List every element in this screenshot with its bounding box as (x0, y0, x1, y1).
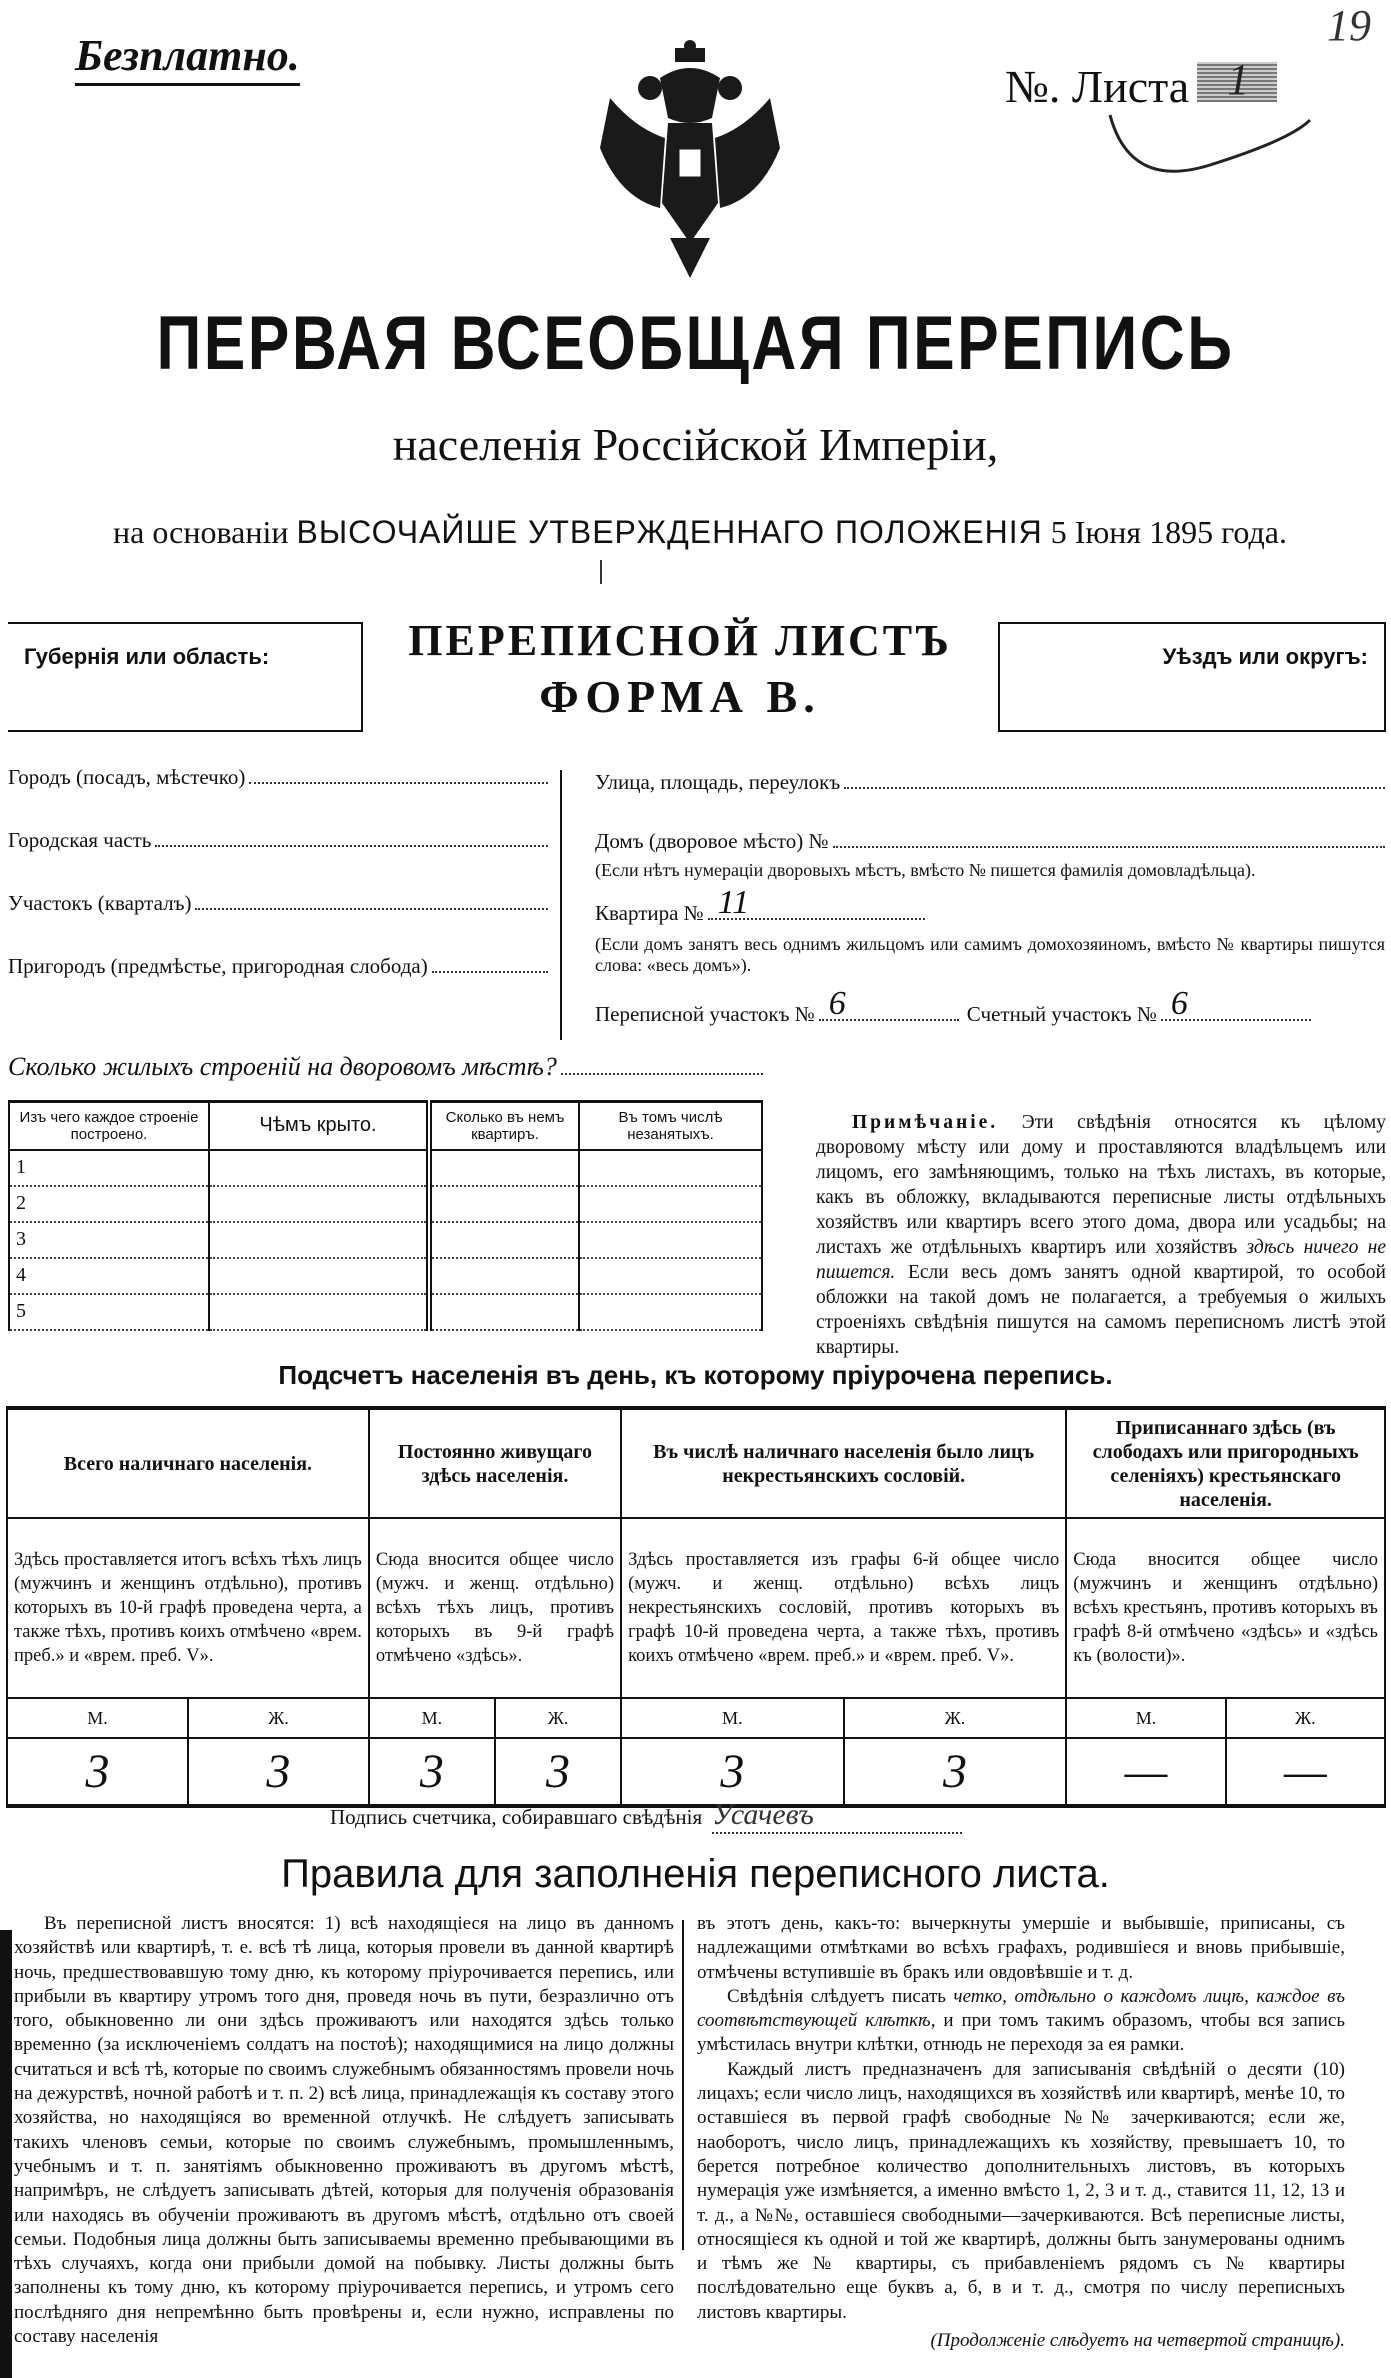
street-field[interactable] (595, 770, 1385, 795)
district-label: Уѣздъ или округъ: (1162, 644, 1368, 669)
address-left (8, 765, 548, 979)
cell[interactable] (429, 1150, 579, 1186)
dotted-line (155, 845, 548, 847)
divider (600, 560, 602, 584)
rules-paragraph: въ этотъ день, какъ-то: вычеркнуты умершіе и выбывшіе, приписаны, съ надлежащими отмѣтками во всѣхъ графахъ, родившіеся и вновь прибывшіе, отмѣчены вступившіе въ бракъ или овдовѣвшіе и т. д. (697, 1913, 1345, 1983)
legal-basis (40, 514, 1360, 551)
buildings-question-label: Сколько жилыхъ строеній на дворовомъ мѣстѣ? (8, 1052, 557, 1081)
scan-edge (0, 1930, 12, 2378)
precinct-label: Участокъ (кварталъ) (8, 891, 192, 915)
column-header: Всего наличнаго населенія. (7, 1408, 369, 1518)
note-paragraph (816, 1110, 1386, 1360)
form-type: ФОРМА В. (539, 671, 821, 722)
city-part-field[interactable] (8, 828, 548, 853)
cell[interactable] (209, 1258, 429, 1294)
buildings-table (8, 1100, 763, 1331)
male-label: М. (369, 1698, 495, 1738)
column-header: Чѣмъ крыто. (209, 1102, 429, 1150)
district-field[interactable] (998, 622, 1386, 732)
divider (682, 1920, 684, 2250)
census-section-value: 6 (828, 985, 846, 1022)
female-label: Ж. (844, 1698, 1067, 1738)
buildings-question-field[interactable] (561, 1073, 763, 1075)
province-field[interactable] (8, 622, 363, 732)
signature-value[interactable]: Усачевъ (712, 1798, 962, 1834)
census-count-title: Подсчетъ населенія въ день, къ которому пріурочена перепись. (278, 1360, 1113, 1390)
sheet-number-label: №. Листа (1005, 61, 1190, 112)
column-header: Постоянно живущаго здѣсь населенія. (369, 1408, 621, 1518)
buildings-question (8, 1052, 763, 1082)
cell[interactable] (429, 1258, 579, 1294)
sheet-number-value: 1 (1227, 55, 1250, 104)
city-label: Городъ (посадъ, мѣстечко) (8, 765, 246, 789)
note-text: Эти свѣдѣнія относятся къ цѣлому дворовому мѣсту или дому и проставляются владѣльцемъ или лицомъ, его замѣняющимъ, только на тѣхъ листахъ, въ которые, какъ въ обложку, вкладываются переписные листы отдѣльныхъ хозяйствъ или квартиръ всего этого дома, двора или усадьбы; на листахъ же отдѣльныхъ квартиръ или хозяйствъ (816, 1112, 1386, 1258)
rules-italic: четко, отдѣльно о каждомъ лицѣ, каждое въ соотвѣтствующей клѣткѣ, (697, 1985, 1345, 2032)
rules-paragraph (697, 1985, 1345, 2058)
count-section-field[interactable] (1161, 985, 1311, 1022)
female-label: Ж. (1226, 1698, 1385, 1738)
cell[interactable] (579, 1258, 762, 1294)
row-number: 1 (9, 1150, 209, 1186)
rules-right-column (697, 1912, 1345, 2353)
apartment-note: (Если домъ занятъ весь однимъ жильцомъ или самимъ домохозяиномъ, вмѣсто № квартиры пишутся слова: «весь домъ»). (595, 934, 1385, 975)
form-heading (380, 615, 980, 723)
basis-caps: ВЫСОЧАЙШЕ УТВЕРЖДЕННАГО ПОЛОЖЕНІЯ (296, 514, 1043, 550)
non-peasant-female[interactable]: 3 (844, 1738, 1067, 1806)
cell[interactable] (429, 1294, 579, 1330)
table-row (9, 1186, 762, 1222)
house-note: (Если нѣтъ нумераціи дворовыхъ мѣстъ, вмѣсто № пишется фамилія домовладѣльца). (595, 860, 1256, 880)
male-label: М. (7, 1698, 188, 1738)
city-part-label: Городская часть (8, 828, 152, 852)
cell[interactable] (209, 1222, 429, 1258)
column-description: Здѣсь проставляется итогъ всѣхъ тѣхъ лицъ (мужчинъ и женщинъ отдѣльно), противъ которыхъ въ 10-й графѣ проведена черта, а также тѣхъ, противъ коихъ отмѣчено «врем. преб.» и «врем. преб. V». (7, 1518, 369, 1698)
column-header: Въ числѣ наличнаго населенія было лицъ некрестьянскихъ сословій. (621, 1408, 1066, 1518)
rules-title: Правила для заполненія переписного листа. (281, 1852, 1110, 1896)
dotted-line (833, 846, 1385, 848)
total-present-male[interactable]: 3 (7, 1738, 188, 1806)
column-header: Въ томъ числѣ незанятыхъ. (579, 1102, 762, 1150)
dotted-line (432, 971, 548, 973)
row-number: 3 (9, 1222, 209, 1258)
column-header: Приписаннаго здѣсь (въ слободахъ или пригородныхъ селеніяхъ) крестьянскаго населенія. (1066, 1408, 1385, 1518)
dotted-line (249, 782, 548, 784)
total-present-female[interactable]: 3 (188, 1738, 369, 1806)
dotted-line (844, 787, 1385, 789)
count-section-label: Счетный участокъ № (966, 1002, 1157, 1026)
peasant-male[interactable]: — (1066, 1738, 1225, 1806)
column-header: Сколько въ немъ квартиръ. (429, 1102, 579, 1150)
page-title: ПЕРВАЯ ВСЕОБЩАЯ ПЕРЕПИСЬ (156, 301, 1235, 386)
rules-left-column (14, 1912, 674, 2349)
census-section-field[interactable] (819, 985, 959, 1022)
table-row (9, 1150, 762, 1186)
rules-paragraph: Въ переписной листъ вносятся: 1) всѣ находящіеся на лицо въ данномъ хозяйствѣ или квартирѣ, т. е. всѣ тѣ лица, которыя провели въ данной квартирѣ ночь, предшествовавшую тому дню, къ которому пріурочивается перепись, или прибыли въ квартиру утромъ того дня, проведя ночь въ пути, безразлично отъ того, обыкновенно ли они здѣсь проживаютъ или находятся здѣсь только временно (за исключеніемъ солдатъ на постоѣ); находящимися на лицо должны считаться и всѣ тѣ, которые по своимъ служебнымъ обязанностямъ провели ночь на дежурствѣ, ночной работѣ и т. п. 2) всѣ лица, принадлежащія къ составу этого хозяйства, но находящіяся во временной отлучкѣ. Не слѣдуетъ записывать такихъ членовъ семьи, которые по своимъ служебнымъ, промышленнымъ, учебнымъ и т. п. занятіямъ обыкновенно проживаютъ въ другомъ мѣстѣ, напримѣръ, не слѣдуетъ записывать дѣтей, которыя для полученія образованія или находясь въ обученіи проживаютъ въ другомъ мѣстѣ, отдѣльно отъ своей семьи. Подобныя лица должны быть записываемы временно пребывающими въ тѣхъ случаяхъ, когда они прибыли домой на побывку. Листы должны быть заполнены къ тому дню, къ которому пріурочивается перепись, и утромъ сего послѣдняго дня непремѣнно быть провѣрены и, если нужно, исправлены по составу населенія (14, 1913, 674, 2348)
city-field[interactable] (8, 765, 548, 790)
house-field[interactable] (595, 829, 1385, 854)
enumerator-signature (330, 1798, 962, 1834)
suburb-label: Пригородъ (предмѣстье, пригородная слобода) (8, 954, 428, 978)
rules-text: Свѣдѣнія слѣдуетъ писать (727, 1985, 946, 2007)
divider (560, 770, 562, 1040)
basis-suffix: 5 Іюня 1895 года. (1050, 514, 1287, 550)
row-number: 4 (9, 1258, 209, 1294)
peasant-female[interactable]: — (1226, 1738, 1385, 1806)
count-section-value: 6 (1170, 985, 1188, 1022)
cell[interactable] (579, 1186, 762, 1222)
cell[interactable] (209, 1186, 429, 1222)
table-row (9, 1222, 762, 1258)
signature-label: Подпись счетчика, собиравшаго свѣдѣнія (330, 1805, 703, 1829)
cell[interactable] (579, 1150, 762, 1186)
street-label: Улица, площадь, переулокъ (595, 770, 841, 794)
note-label: Примѣчаніе. (852, 1112, 999, 1133)
suburb-field[interactable] (8, 954, 548, 979)
double-headed-eagle-icon (590, 38, 790, 288)
note-italic: здѣсь ничего не пишется. (816, 1237, 1387, 1283)
cell[interactable] (209, 1294, 429, 1330)
address-right (595, 770, 1385, 1027)
note-text-2: Если весь домъ занятъ одной квартирой, то особой обложки на такой домъ не полагается, а требуемыя о жилыхъ строеніяхъ свѣдѣнія пишутся на самомъ переписномъ листѣ этой квартиры. (816, 1262, 1386, 1358)
cell[interactable] (579, 1294, 762, 1330)
apartment-value: 11 (717, 884, 750, 921)
row-number: 5 (9, 1294, 209, 1330)
row-number: 2 (9, 1186, 209, 1222)
province-label: Губернія или область: (24, 644, 270, 669)
table-row (9, 1294, 762, 1330)
form-title: ПЕРЕПИСНОЙ ЛИСТЪ (408, 616, 952, 665)
census-section-label: Переписной участокъ № (595, 1002, 815, 1026)
permanent-male[interactable]: 3 (369, 1738, 495, 1806)
free-of-charge-label: Безплатно. (75, 30, 300, 86)
precinct-field[interactable] (8, 891, 548, 916)
column-description: Сюда вносится общее число (мужчинъ и женщинъ отдѣльно) всѣхъ крестьянъ, противъ которыхъ въ графѣ 8-й отмѣчено «здѣсь» и «здѣсь къ (волости)». (1066, 1518, 1385, 1698)
house-label: Домъ (дворовое мѣсто) № (595, 829, 829, 853)
rules-paragraph: Каждый листъ предназначенъ для записыванія свѣдѣній о десяти (10) лицахъ; если число лицъ, находящихся въ хозяйствѣ или квартирѣ, менѣе 10, то оставшіеся въ первой графѣ свободные №№ зачеркиваются; если же, наоборотъ, число лицъ, принадлежащихъ къ хозяйству, превышаетъ 10, то берется потребное количество дополнительныхъ листовъ, въ которыхъ нумерація уже измѣняется, а именно вмѣсто 1, 2, 3 и т. д., ставится 11, 12, 13 и т. д., а №№, оставшіеся свободными—зачеркиваются. Всѣ переписные листы, относящіеся къ одной и той же квартирѣ, должны быть занумерованы однимъ и тѣмъ же № квартиры, съ прибавленіемъ рядомъ съ № квартиры послѣдовательно еще буквъ а, б, в и т. д., смотря по числу переписныхъ листовъ квартиры. (697, 2058, 1345, 2323)
male-label: М. (1066, 1698, 1225, 1738)
column-description: Здѣсь проставляется изъ графы 6-й общее число (мужч. и женщ. отдѣльно) всѣхъ лицъ некрестьянскихъ сословій, противъ которыхъ въ графѣ 10-й проведена черта, а также тѣхъ, противъ коихъ отмѣчено «врем. преб.» и «врем. преб. V». (621, 1518, 1066, 1698)
apartment-label: Квартира № (595, 901, 704, 925)
permanent-female[interactable]: 3 (495, 1738, 621, 1806)
dotted-line (195, 908, 548, 910)
dotted-line (708, 884, 925, 921)
female-label: Ж. (188, 1698, 369, 1738)
continued-note: (Продолженіе слѣдуетъ на четвертой страницѣ). (930, 2330, 1345, 2352)
cell[interactable] (209, 1150, 429, 1186)
basis-prefix: на основаніи (113, 514, 289, 550)
cell[interactable] (579, 1222, 762, 1258)
male-label: М. (621, 1698, 844, 1738)
sheet-number-field[interactable] (1197, 55, 1277, 104)
section-fields (595, 985, 1385, 1027)
female-label: Ж. (495, 1698, 621, 1738)
corner-page-number: 19 (1327, 1, 1371, 50)
rules-text: и при томъ такимъ образомъ, чтобы вся запись умѣстилась внутри клѣтки, отнюдь не переходя за ея рамки. (697, 2010, 1346, 2056)
sheet-number (1005, 55, 1277, 113)
column-description: Сюда вносится общее число (мужч. и женщ. отдѣльно) всѣхъ тѣхъ лицъ, противъ которыхъ въ 9-й графѣ отмѣчено «здѣсь». (369, 1518, 621, 1698)
cell[interactable] (429, 1222, 579, 1258)
column-header: Изъ чего каждое строеніе построено. (9, 1102, 209, 1150)
apartment-field[interactable] (595, 884, 925, 926)
handwritten-stroke (1100, 110, 1320, 190)
cell[interactable] (429, 1186, 579, 1222)
census-count-table (6, 1406, 1386, 1808)
non-peasant-male[interactable]: 3 (621, 1738, 844, 1806)
page-subtitle: населенія Россійской Имперіи, (392, 419, 999, 470)
table-row (9, 1258, 762, 1294)
